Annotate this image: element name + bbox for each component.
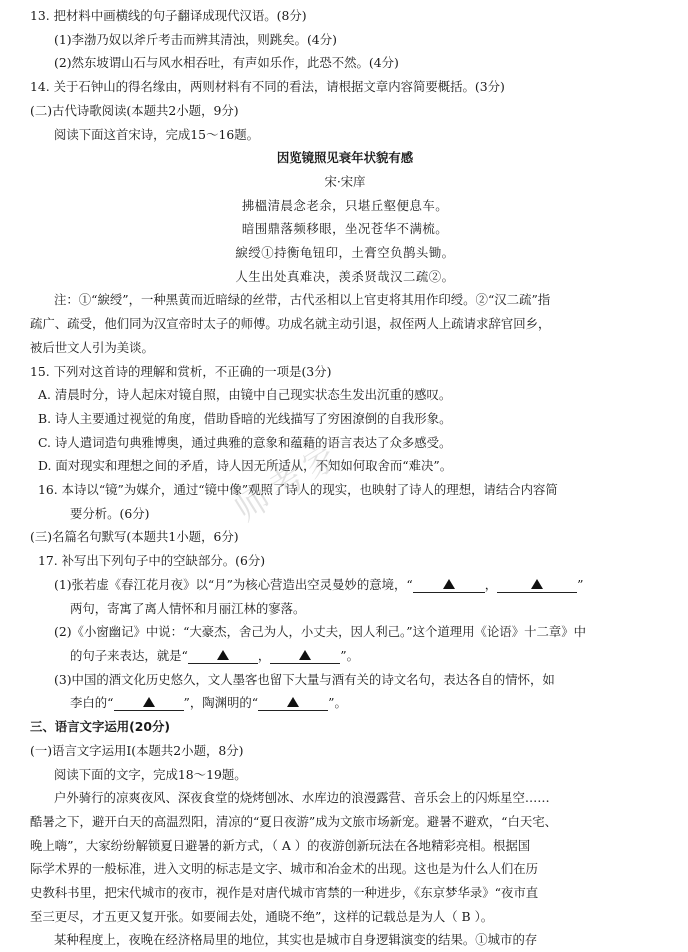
poem-line-1: 拂榲清晨念老余，只堪丘壑便息车。	[241, 197, 449, 213]
question-16-cont: 要分析。(6分)	[70, 505, 150, 521]
poem-line-2: 暗围鼎落频移眼，坐况苍华不满梳。	[241, 221, 449, 237]
poem-title: 因览镜照见衰年状貌有感	[276, 150, 414, 166]
q17-2-sep: ，	[257, 647, 271, 663]
part-3-1-heading: (一)语言文字运用Ⅰ(本题共2小题，8分)	[30, 742, 244, 758]
triangle-marker-icon	[143, 697, 155, 707]
q17-2-pre: 的句子来表达，就是“	[70, 647, 188, 663]
q17-1-text: (1)张若虚《春江花月夜》以“月”为核心营造出空灵曼妙的意境，“	[54, 576, 413, 592]
passage-line-5: 史教科书里，把宋代城市的夜市，视作是对唐代城市宵禁的一种进步，《东京梦华录》“夜市直	[30, 885, 539, 901]
q17-3-mid: ”，陶渊明的“	[183, 695, 259, 711]
triangle-marker-icon	[443, 579, 455, 589]
poem-line-3: 綟绶①持衡龟钮印，土膏空负鹊头锄。	[235, 245, 455, 261]
answer-blank[interactable]	[114, 696, 184, 711]
question-16: 16. 本诗以“镜”为媒介，通过“镜中像”观照了诗人的现实，也映射了诗人的理想，请结合内容简	[38, 482, 558, 498]
poem-note-3: 被后世文人引为美谈。	[30, 339, 154, 355]
question-13-1: (1)李渤乃奴以斧斤考击而辨其清浊，则跳矣。(4分)	[54, 31, 337, 47]
q17-1-end: ”	[577, 576, 584, 592]
question-17-3-cont	[30, 691, 660, 715]
passage-line-4: 际学术界的一般标准，进入文明的标志是文字、城市和冶金术的出现。这也是为什么人们在历	[30, 861, 539, 877]
question-17-3: (3)中国的酒文化历史悠久，文人墨客也留下大量与酒有关的诗文名句，表达各自的情怀，如	[54, 671, 555, 687]
part-3-heading: 三、语言文字运用(20分)	[30, 719, 171, 735]
q17-1-sep: ，	[484, 576, 498, 592]
poem-note-1: 注：①“綟绶”，一种黑黄而近暗绿的丝带，古代丞相以上官吏将其用作印绶。②“汉二疏”指	[54, 292, 551, 308]
question-17: 17. 补写出下列句子中的空缺部分。(6分)	[38, 553, 266, 569]
answer-blank[interactable]	[258, 696, 328, 711]
poem-instruction: 阅读下面这首宋诗，完成15～16题。	[54, 126, 260, 142]
question-13-2: (2)然东坡谓山石与风水相吞吐，有声如乐作，此恐不然。(4分)	[54, 55, 399, 71]
answer-blank[interactable]	[497, 578, 577, 593]
option-b: B. 诗人主要通过视觉的角度，借助昏暗的光线描写了穷困潦倒的自我形象。	[38, 410, 452, 426]
q17-3-end: ”。	[328, 695, 347, 711]
answer-blank[interactable]	[270, 649, 340, 664]
option-d: D. 面对现实和理想之间的矛盾，诗人因无所适从，不知如何取舍而“难决”。	[38, 458, 453, 474]
poem-author: 宋·宋庠	[324, 173, 366, 189]
triangle-marker-icon	[531, 579, 543, 589]
passage-line-3: 晚上嗨”，大家纷纷解锁夏日避暑的新方式，（ A ）的夜游创新玩法在各地精彩亮相。根据国	[30, 837, 531, 853]
answer-blank[interactable]	[413, 578, 485, 593]
poem-line-4: 人生出处真难决，羡杀贤哉汉二疏②。	[235, 268, 455, 284]
triangle-marker-icon	[299, 650, 311, 660]
question-13: 13. 把材料中画横线的句子翻译成现代汉语。(8分)	[30, 8, 307, 23]
question-17-1	[30, 573, 660, 597]
watermark: 师考家	[228, 432, 352, 530]
passage-line-7: 某种程度上，夜晚在经济格局里的地位，其实也是城市自身逻辑演变的结果。①城市的存	[54, 932, 538, 948]
poem-note-2: 疏广、疏受，他们同为汉宣帝时太子的师傅。功成名就主动引退，叔侄两人上疏请求辞官回乡，	[30, 316, 551, 332]
passage-instruction: 阅读下面的文字，完成18～19题。	[54, 766, 247, 782]
passage-line-6: 至三更尽，才五更又复开张。如要闹去处，通晓不绝”，这样的记载总是为人（ B ）。	[30, 908, 494, 924]
section-3-heading: (三)名篇名句默写(本题共1小题，6分)	[30, 529, 239, 545]
question-15: 15. 下列对这首诗的理解和赏析，不正确的一项是(3分)	[30, 363, 332, 379]
q17-3-pre: 李白的“	[70, 695, 114, 711]
question-17-2: (2)《小窗幽记》中说：“大豪杰，舍己为人，小丈夫，因人利己。”这个道理用《论语》十二章》中	[54, 624, 587, 640]
triangle-marker-icon	[217, 650, 229, 660]
section-2-heading: (二)古代诗歌阅读(本题共2小题，9分)	[30, 102, 239, 118]
question-17-2-cont	[30, 644, 660, 668]
option-a: A. 清晨时分，诗人起床对镜自照，由镜中自己现实状态生发出沉重的感叹。	[38, 387, 452, 403]
passage-line-1: 户外骑行的凉爽夜风、深夜食堂的烧烤刨冰、水库边的浪漫露营、音乐会上的闪烁星空……	[54, 790, 550, 806]
question-14: 14. 关于石钟山的得名缘由，两则材料有不同的看法，请根据文章内容简要概括。(3分)	[30, 79, 505, 95]
triangle-marker-icon	[287, 697, 299, 707]
question-17-1-cont: 两句，寄寓了离人情怀和月丽江林的寥落。	[70, 600, 306, 616]
q17-2-end: ”。	[340, 647, 359, 663]
passage-line-2: 酷暑之下，避开白天的高温烈阳，清凉的“夏日夜游”成为文旅市场新宠。避暑不避欢，“白天宅、	[30, 813, 558, 829]
option-c: C. 诗人遣词造句典雅博奥，通过典雅的意象和蕴藉的语言表达了众多感受。	[38, 434, 452, 450]
answer-blank[interactable]	[188, 649, 258, 664]
